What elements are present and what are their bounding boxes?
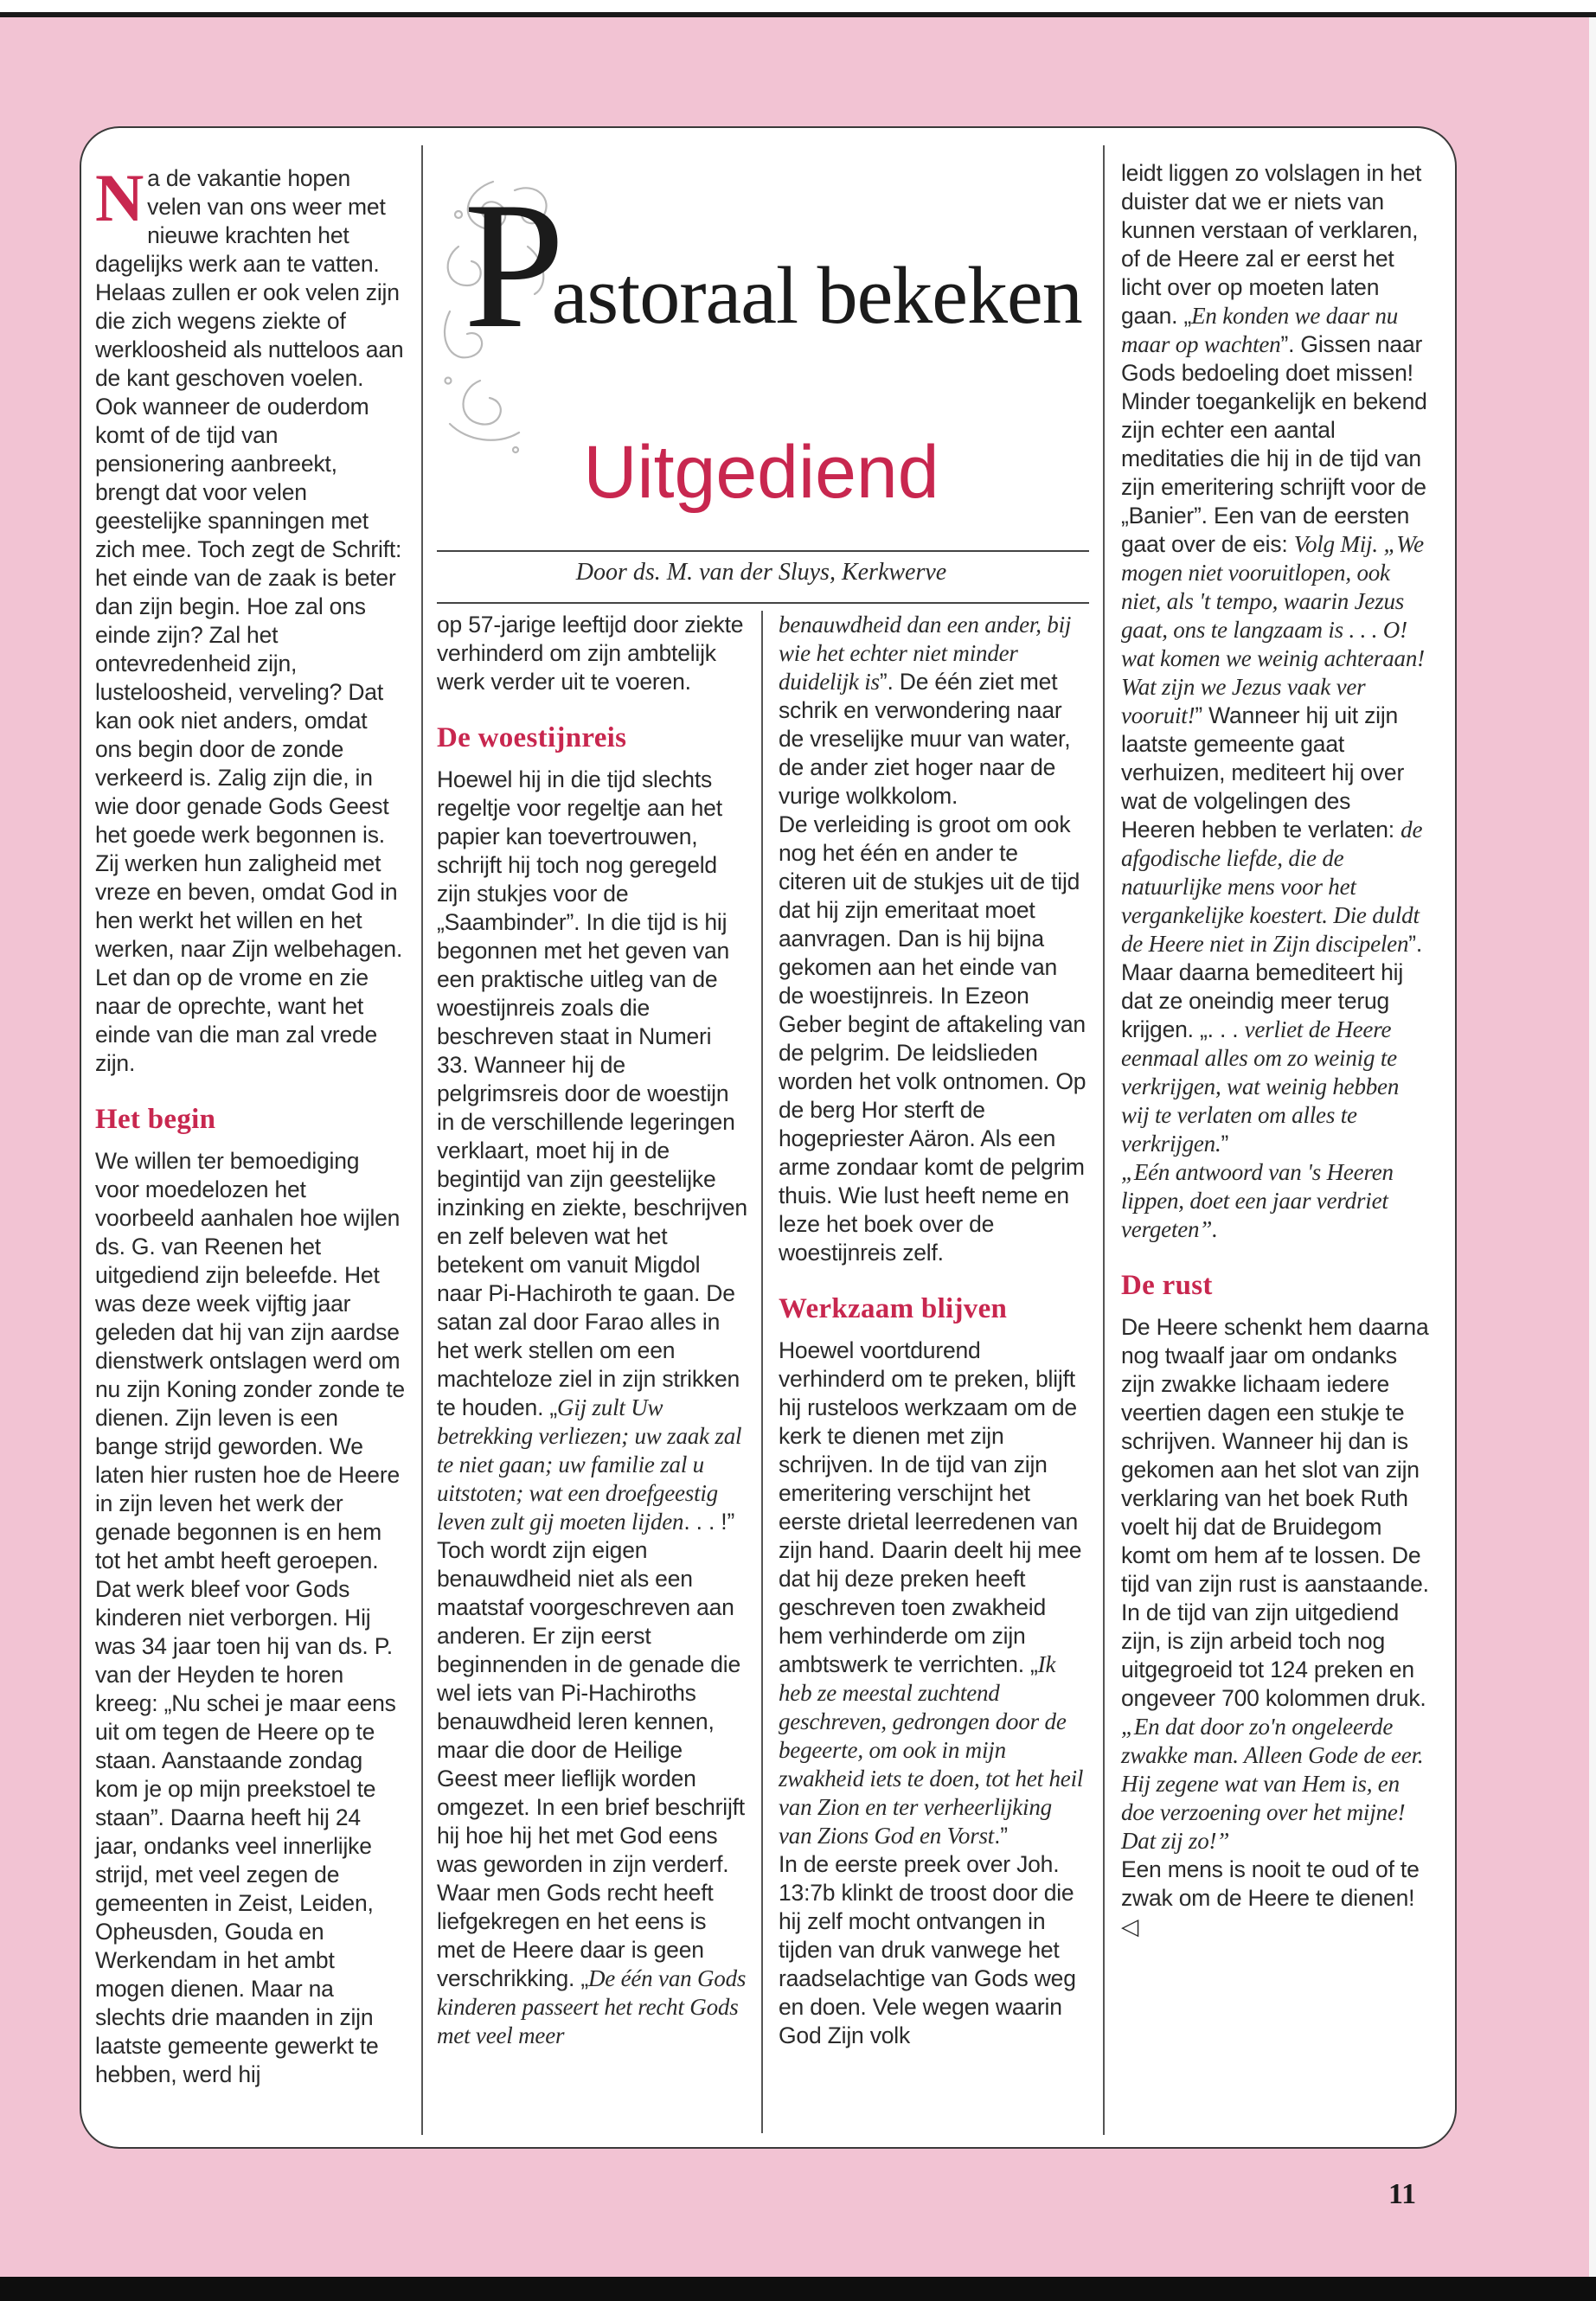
text-run: ” [1216, 1828, 1230, 1854]
paragraph [1121, 159, 1431, 388]
text-run: leidt liggen zo volslagen in het duister dat we er niets van kunnen verstaan of verklaren, of de Heere zal er eerst het licht over op moeten laten gaan. „ [1121, 160, 1422, 329]
paragraph [1121, 1856, 1431, 1941]
quote-run: „Eén antwoord van 's Heeren lippen, doet een jaar verdriet vergeten [1121, 1159, 1394, 1242]
paragraph [779, 1336, 1086, 1850]
heading-de-woestijnreis: De woestijnreis [437, 722, 627, 753]
scan-bottom-edge [0, 2277, 1596, 2301]
text-run: Hoewel voortdurend verhinderd om te preken, blijft hij rusteloos werkzaam om de kerk te dienen met zijn schrijven. In de tijd van zijn emeritering verschijnt het eerste drietal leerredenen van zijn hand. Daarin deelt hij mee dat hij deze preken heeft geschreven toen zwakheid hem verhinderde om zijn ambtswerk te verrichten. „ [779, 1337, 1082, 1677]
quote-run: Volg Mij. „We mogen niet vooruitlopen, ook niet, als 't tempo, waarin Jezus gaat, ons te langzaam is . . . O! wat komen we weinig achteraan! Wat zijn we Jezus vaak ver vooruit! [1121, 531, 1425, 728]
byline-rule-top [437, 550, 1089, 552]
drop-cap: N [95, 160, 144, 235]
text-run: ”. Maar daarna bemediteert hij dat ze oneindig meer terug krijgen. „. . . [1121, 931, 1423, 1042]
text-run: .” [994, 1823, 1008, 1849]
quote-run: Ik heb ze meestal zuchtend geschreven, gedrongen door de begeerte, om ook in mijn zwakheid iets te doen, tot het heil van Zion en ter verheerlijking van Zions God en Vorst [779, 1651, 1084, 1849]
heading-de-rust: De rust [1121, 1270, 1213, 1301]
paragraph: De Heere schenkt hem daarna nog twaalf jaar om ondanks zijn zwakke lichaam iedere veertien dagen een stukje te schrijven. Wanneer hij dan is gekomen aan het slot van zijn verklaring van het boek Ruth voelt hij dat de Bruidegom komt om hem af te lossen. De tijd van zijn rust is aanstaande. In de tijd van zijn uitgediend zijn, is zijn arbeid toch nog uitgegroeid tot 124 preken en ongeveer 700 kolommen druk. [1121, 1314, 1429, 1711]
column-rule-2 [761, 611, 763, 2133]
title-rest: astoraal bekeken [551, 251, 1082, 341]
column-rule-1 [421, 145, 423, 2135]
paragraph [437, 766, 748, 1536]
heading-werkzaam-blijven: Werkzaam blijven [779, 1293, 1008, 1324]
text-run: ”. De één ziet met schrik en verwondering naar de vreselijke muur van water, de ander ziet hoger naar de vurige wolkkolom. [779, 669, 1071, 809]
text-run: ” [1221, 1131, 1229, 1157]
end-mark-icon: ◁ [1121, 1913, 1139, 1939]
closing-text: Een mens is nooit te oud of te zwak om de Heere te dienen! [1121, 1856, 1420, 1911]
text-run: ”. Gissen naar Gods bedoeling doet missen! [1121, 331, 1423, 386]
paragraph [1121, 1713, 1431, 1856]
paragraph: op 57-jarige leeftijd door ziekte verhinderd om zijn ambtelijk werk verder uit te voeren. [437, 612, 744, 695]
text-run: Minder toegankelijk en bekend zijn echter een aantal meditaties die hij in de tijd van zijn emeritering schrijft voor de „Banier”. Een van de eersten gaat over de eis: [1121, 388, 1427, 557]
column-4 [1121, 159, 1431, 1941]
paragraph [1121, 1158, 1431, 1244]
paragraph [779, 611, 1086, 811]
byline: Door ds. M. van der Sluys, Kerkwerve [575, 559, 947, 586]
quote-run: verliet de Heere eenmaal alles om zo weinig te verkrijgen, wat weinig hebben wij te verlaten om alles te verkrijgen. [1121, 1016, 1400, 1157]
paragraph: In de eerste preek over Joh. 13:7b klinkt de troost door die hij zelf mocht ontvangen in tijden van druk vanwege het raadselachtige van Gods weg en doen. Vele wegen waarin God Zijn volk [779, 1851, 1076, 2048]
page-number: 11 [1388, 2178, 1417, 2210]
article-title: Uitgediend [583, 431, 939, 514]
intro-text: a de vakantie hopen velen van ons weer met nieuwe krachten het dagelijks werk aan te vatten. Helaas zullen er ook velen zijn die zich wegens ziekte of werkloosheid als nutteloos aan de kant geschoven voelen. Ook wanneer de ouderdom komt of de tijd van pensionering aanbreekt, brengt dat voor velen geestelijke spanningen met zich mee. Toch zegt de Schrift: het einde van de zaak is beter dan zijn begin. Hoe zal ons einde zijn? Zal het ontevredenheid zijn, lusteloosheid, verveling? Dat kan ook niet anders, omdat ons begin door de zonde verkeerd is. Zalig zijn die, in wie door genade Gods Geest het goede werk begonnen is. Zij werken hun zaligheid met vreze en beven, omdat God in hen werkt het willen en het werken, naar Zijn welbehagen. Let dan op de vrome en zie naar de oprechte, want het einde van die man zal vrede zijn. [95, 165, 404, 1076]
column-rule-3 [1103, 145, 1105, 2135]
text-run: . . . !” [683, 1509, 735, 1535]
paragraph [1121, 388, 1431, 1158]
paragraph: De verleiding is groot om ook nog het één en ander te citeren uit de stukjes uit de tijd dat hij zijn emeritaat moet aanvragen. Dan is hij bijna gekomen aan het einde van de woestijnreis. In Ezeon Geber begint de aftakeling van de pelgrim. De leidslieden worden het volk ontnomen. Op de berg Hor sterft de hogepriester Aäron. Als een arme zondaar komt de pelgrim thuis. Wie lust heeft neme en leze het boek over de woestijnreis zelf. [779, 811, 1086, 1266]
column-1 [95, 160, 405, 2089]
text-run: Toch wordt zijn eigen benauwdheid niet als een maatstaf voorgeschreven aan anderen. Er zijn eerst beginnenden in de genade die wel iets van Pi-Hachiroths benauwdheid leren kennen, maar die door de Heilige Geest meer lieflijk worden omgezet. In een brief beschrijft hij hoe hij het met God eens was geworden in zijn verderf. Waar men Gods recht heeft liefgekregen en het eens is met de Heere daar is geen verschrikking. „ [437, 1537, 745, 1991]
quote-run: „En dat door zo'n ongeleerde zwakke man. Alleen Gode de eer. Hij zegene wat van Hem is, en doe verzoening over het mijne! Dat zij zo! [1121, 1714, 1424, 1854]
title-initial: P [464, 165, 564, 366]
column-2 [437, 611, 748, 2050]
section-title [464, 165, 1082, 366]
quote-run: de afgodische liefde, die de natuurlijke mens voor het vergankelijke koestert. Die duldt de Heere niet in Zijn discipelen [1121, 817, 1423, 957]
text-run: Hoewel hij in die tijd slechts regeltje voor regeltje aan het papier kan toevertrouwen, schrijft hij toch nog geregeld zijn stukjes voor de „Saambinder”. In die tijd is hij begonnen met het geven van een praktische uitleg van de woestijnreis zoals die beschreven staat in Numeri 33. Wanneer hij de pelgrimsreis door de woestijn in de verschillende legeringen verklaart, moet hij in de begintijd van zijn geestelijke inzinking en ziekte, beschrijven en zelf beleven wat het betekent om vanuit Migdol naar Pi-Hachiroth te gaan. De satan zal door Farao alles in het werk stellen om een machteloze ziel in zijn strikken te houden. „ [437, 766, 747, 1420]
text-run: ”. [1199, 1216, 1218, 1242]
intro-paragraph [95, 160, 405, 1078]
quote-run: Gij zult Uw betrekking verliezen; uw zaak zal te niet gaan; uw familie zal u uitstoten; wat een droefgeestig leven zult gij moeten lijden [437, 1394, 742, 1535]
het-begin-text: We willen ter bemoediging voor moedelozen het voorbeeld aanhalen hoe wijlen ds. G. van Reenen het uitgediend zijn beleefde. Het was deze week vijftig jaar geleden dat hij van zijn aardse dienstwerk ontslagen werd om nu zijn Koning zonder zonde te dienen. Zijn leven is een bange strijd geworden. We laten hier rusten hoe de Heere in zijn leven het werk der genade begonnen is en hem tot het ambt heeft geroepen. Dat werk bleef voor Gods kinderen niet verborgen. Hij was 34 jaar toen hij van ds. P. van der Heyden te horen kreeg: „Nu schei je maar eens uit om tegen de Heere op te staan. Aanstaande zondag kom je op mijn preekstoel te staan”. Daarna heeft hij 24 jaar, ondanks veel innerlijke strijd, met veel zegen de gemeenten in Zeist, Leiden, Opheusden, Gouda en Werkendam in het ambt mogen dienen. Maar na slechts drie maanden in zijn laatste gemeente gewerkt te hebben, werd hij [95, 1148, 405, 2087]
quote-run: benauwdheid dan een ander, bij wie het echter niet minder duidelijk is [779, 612, 1072, 695]
column-3 [779, 611, 1086, 2050]
quote-run: En konden we daar nu maar op wachten [1121, 303, 1399, 357]
quote-run: De één van Gods kinderen passeert het recht Gods met veel meer [437, 1965, 747, 2048]
paragraph [437, 1536, 748, 2050]
byline-rule-bottom [437, 602, 1089, 604]
heading-het-begin: Het begin [95, 1104, 216, 1135]
text-run: ” Wanneer hij uit zijn laatste gemeente gaat verhuizen, mediteert hij over wat de volgelingen des Heeren hebben te verlaten: [1121, 702, 1405, 843]
